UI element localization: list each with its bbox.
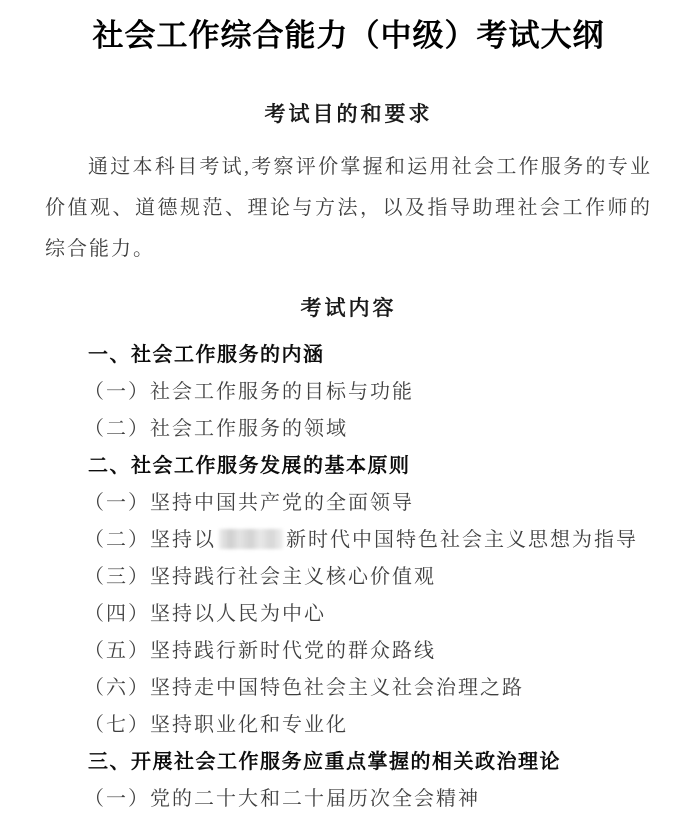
outline-item: [84, 670, 697, 707]
outline-item: [84, 633, 697, 670]
outline-item-text: （二）社会工作服务的领域: [84, 418, 348, 440]
outline-chapter-text: 三、开展社会工作服务应重点掌握的相关政治理论: [88, 751, 561, 773]
outline-item-text: （五）坚持践行新时代党的群众路线: [84, 640, 436, 662]
purpose-section-heading: 考试目的和要求: [264, 103, 433, 126]
outline-chapter-1: [84, 337, 697, 374]
outline-item-text: （六）坚持走中国特色社会主义社会治理之路: [84, 677, 524, 699]
purpose-paragraph: 通过本科目考试,考察评价掌握和运用社会工作服务的专业价值观、道德规范、理论与方法，以及指导助理社会工作师的综合能力。: [45, 156, 652, 260]
outline-item: [84, 485, 697, 522]
outline-chapter-2: [84, 448, 697, 485]
outline-item-text-suffix: 新时代中国特色社会主义思想为指导: [286, 529, 638, 551]
outline-item-text: （四）坚持以人民为中心: [84, 603, 326, 625]
outline-item: [84, 781, 697, 818]
outline-item-text: （一）坚持中国共产党的全面领导: [84, 492, 414, 514]
outline-item: [84, 411, 697, 448]
outline-item: [84, 559, 697, 596]
outline-item: [84, 374, 697, 411]
outline-chapter-text: 一、社会工作服务的内涵: [88, 344, 325, 366]
outline-item-redacted: [84, 522, 697, 559]
outline-chapter-3: [84, 744, 697, 781]
redacted-blur-patch: [219, 529, 283, 549]
exam-outline: [0, 337, 697, 818]
outline-item: [84, 596, 697, 633]
outline-chapter-text: 二、社会工作服务发展的基本原则: [88, 455, 411, 477]
document-title: 社会工作综合能力（中级）考试大纲: [92, 18, 605, 53]
outline-item-text-prefix: （二）坚持以: [84, 529, 216, 551]
outline-item-text: （三）坚持践行社会主义核心价值观: [84, 566, 436, 588]
outline-item: [84, 707, 697, 744]
outline-item-text: （七）坚持职业化和专业化: [84, 714, 348, 736]
outline-item-text: （一）党的二十大和二十届历次全会精神: [84, 788, 480, 810]
outline-item-text: （一）社会工作服务的目标与功能: [84, 381, 414, 403]
content-section-heading: 考试内容: [300, 297, 397, 320]
